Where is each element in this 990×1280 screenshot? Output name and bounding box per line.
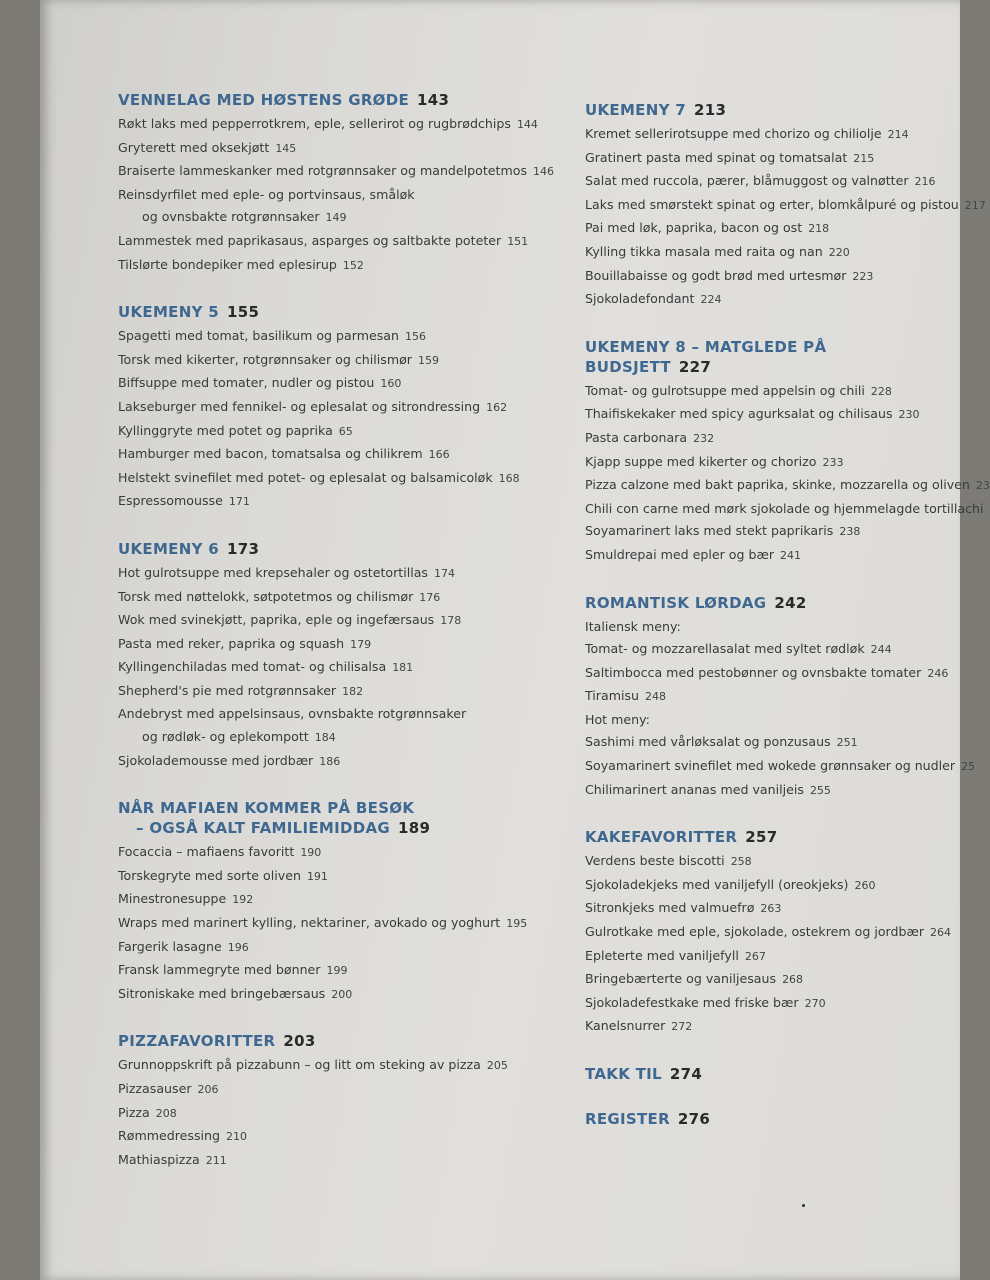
entry-title: Grunnoppskrift på pizzabunn – og litt om steking av pizza (118, 1057, 481, 1073)
toc-entry (118, 609, 558, 633)
toc-entry (585, 662, 955, 686)
entry-page-number: 151 (507, 234, 529, 248)
entry-page-number: 238 (839, 525, 861, 539)
section-page-number: 189 (398, 819, 431, 838)
entry-page-number: 215 (853, 151, 875, 165)
entry-title: Mathiaspizza (118, 1151, 200, 1167)
section-page-number: 213 (694, 101, 727, 119)
entry-page-number: 174 (434, 566, 455, 580)
entry-title: Braiserte lammeskanker med rotgrønnsaker og mandelpotetmos (118, 163, 528, 179)
entry-page-number: 232 (693, 431, 715, 445)
entry-title: Sjokoladefestkake med friske bær (585, 994, 799, 1010)
entry-page-number: 233 (822, 455, 844, 469)
entry-page-number: 195 (506, 917, 528, 931)
entry-title: Minestronesuppe (118, 891, 227, 907)
entry-list (585, 123, 986, 312)
toc-entry (585, 897, 955, 921)
entry-title: Hot gulrotsuppe med krepsehaler og ostetortillas (118, 564, 428, 580)
toc-section (118, 798, 558, 1006)
toc-entry (585, 498, 984, 521)
entry-page-number: 144 (516, 118, 538, 131)
toc-section (585, 100, 986, 312)
entry-title: Kremet sellerirotsuppe med chorizo og chiliolje (585, 126, 882, 141)
toc-entry (118, 912, 558, 936)
section-title: NÅR MAFIAEN KOMMER PÅ BESØK (118, 799, 415, 818)
toc-entry (118, 865, 558, 889)
toc-entry (585, 1015, 955, 1039)
entry-page-number: 228 (870, 384, 892, 398)
toc-entry (118, 137, 558, 161)
section-page-number: 242 (774, 593, 807, 612)
entry-page-number: 246 (927, 666, 949, 680)
entry-page-number: 260 (854, 878, 876, 892)
toc-entry (118, 586, 558, 610)
toc-entry (585, 731, 955, 755)
section-page-number: 155 (227, 303, 260, 322)
toc-section (118, 1031, 558, 1172)
entry-page-number: 182 (342, 684, 364, 698)
toc-entry (118, 1125, 558, 1149)
entry-title: Tilslørte bondepiker med eplesirup (118, 256, 337, 272)
toc-entry (118, 1102, 558, 1126)
section-heading (585, 1064, 955, 1084)
entry-title: Pai med løk, paprika, bacon og ost (585, 220, 803, 236)
entry-page-number: 168 (498, 471, 520, 485)
entry-list (585, 380, 990, 568)
toc-entry (118, 983, 558, 1007)
toc-entry (585, 123, 955, 147)
entry-title: Verdens beste biscotti (585, 853, 725, 869)
toc-entry (585, 520, 955, 544)
toc-section (118, 302, 558, 514)
entry-page-number: 272 (671, 1020, 693, 1034)
entry-title: Pasta carbonara (585, 429, 688, 445)
section-heading (118, 798, 558, 838)
toc-left-column (118, 90, 558, 1197)
entry-list (118, 113, 558, 277)
section-heading (118, 539, 558, 559)
toc-entry (118, 443, 558, 467)
entry-title: Hamburger med bacon, tomatsalsa og chilikrem (118, 446, 423, 462)
entry-title: Sitronkjeks med valmuefrø (585, 900, 755, 916)
entry-page-number: 218 (808, 222, 830, 236)
entry-page-number: 224 (700, 293, 722, 307)
entry-title: Torskegryte med sorte oliven (118, 867, 301, 883)
section-page-number: 227 (678, 357, 712, 376)
toc-entry (118, 562, 558, 586)
section-title: UKEMENY 5 (118, 303, 219, 322)
toc-entry (118, 349, 558, 373)
toc-entry (118, 113, 558, 137)
section-page-number: 274 (669, 1065, 703, 1083)
entry-page-number: 241 (780, 548, 802, 562)
entry-title: Spagetti med tomat, basilikum og parmesan (118, 328, 399, 344)
entry-page-number: 160 (380, 377, 402, 391)
entry-page-number: 217 (964, 198, 986, 212)
entry-title: Kyllinggryte med potet og paprika (118, 422, 333, 438)
entry-title-continued: og ovnsbakte rotgrønnsaker 149 (142, 209, 347, 225)
entry-page-number: 145 (275, 141, 297, 155)
entry-page-number: 220 (828, 245, 850, 259)
section-title: UKEMENY 8 – MATGLEDE PÅ BUDSJETT (585, 337, 827, 376)
entry-page-number: 206 (197, 1083, 219, 1096)
toc-entry (585, 288, 955, 312)
section-page-number: 203 (283, 1032, 316, 1051)
section-heading (118, 302, 558, 322)
entry-page-number: 184 (314, 731, 336, 745)
toc-entry (585, 194, 986, 218)
entry-page-number: 178 (440, 614, 462, 628)
entry-page-number: 205 (486, 1059, 508, 1073)
entry-title: Sjokoladekjeks med vaniljefyll (oreokjeks) (585, 876, 849, 892)
section-title: UKEMENY 7 (585, 101, 686, 119)
entry-page-number: 190 (300, 846, 322, 860)
entry-title: Wraps med marinert kylling, nektariner, avokado og yoghurt (118, 915, 501, 931)
section-title: UKEMENY 6 (118, 539, 219, 558)
entry-title: Pizza (118, 1104, 150, 1120)
section-title: ROMANTISK LØRDAG (585, 593, 767, 612)
book-page (40, 0, 990, 1280)
toc-section (118, 539, 558, 773)
entry-title: Chilimarinert ananas med vaniljeis (585, 781, 804, 797)
section-heading (118, 90, 558, 110)
entry-page-number: 171 (228, 495, 250, 509)
section-page-number: 173 (227, 539, 260, 558)
entry-title: Andebryst med appelsinsaus, ovnsbakte rotgrønnsaker (118, 706, 467, 722)
entry-page-number: 196 (227, 940, 249, 954)
toc-entry (118, 888, 558, 912)
toc-entry (585, 241, 955, 265)
entry-page-number: 186 (319, 754, 341, 768)
entry-title: Sjokolademousse med jordbær (118, 752, 314, 768)
section-heading (585, 1109, 955, 1129)
toc-entry (585, 217, 955, 241)
toc-entry (585, 474, 990, 498)
toc-section (585, 593, 976, 803)
entry-title: Tomat- og gulrotsuppe med appelsin og chili (585, 382, 865, 398)
entry-page-number: 268 (782, 973, 804, 987)
entry-page-number: 25 (961, 760, 976, 774)
entry-title: Tomat- og mozzarellasalat med syltet rødløk (585, 641, 865, 657)
toc-section (585, 337, 990, 568)
entry-title: Biffsuppe med tomater, nudler og pistou (118, 375, 375, 391)
entry-title: Torsk med nøttelokk, søtpotetmos og chilismør (118, 588, 414, 604)
entry-page-number: 166 (428, 448, 450, 462)
entry-page-number: 159 (418, 353, 439, 367)
section-heading (585, 827, 955, 847)
toc-entry (585, 638, 955, 662)
entry-title: Kyllingenchiladas med tomat- og chilisalsa (118, 659, 387, 675)
entry-page-number: 216 (914, 175, 936, 189)
toc-entry (118, 230, 558, 254)
entry-page-number: 244 (870, 643, 892, 657)
entry-title: Salat med ruccola, pærer, blåmuggost og valnøtter (585, 173, 909, 189)
entry-page-number: 156 (405, 330, 426, 344)
entry-page-number: 192 (232, 893, 254, 907)
entry-title: Smuldrepai med epler og bær (585, 546, 775, 562)
toc-entry (118, 841, 558, 865)
entry-list (118, 841, 558, 1006)
section-page-number: 257 (745, 828, 778, 847)
entry-title: Sashimi med vårløksalat og ponzusaus (585, 734, 831, 750)
entry-title: Laks med smørstekt spinat og erter, blomkålpuré og pistou (585, 196, 959, 212)
page-speck (802, 1204, 805, 1207)
entry-page-number: 146 (533, 165, 555, 179)
entry-page-number: 200 (331, 987, 353, 1001)
entry-title: Soyamarinert svinefilet med wokede grønnsaker og nudler (585, 758, 956, 774)
entry-title: Hot meny: (585, 711, 650, 727)
toc-entry (118, 372, 558, 396)
toc-entry (585, 968, 955, 992)
entry-title: Espressomousse (118, 493, 223, 509)
section-heading (585, 100, 955, 120)
entry-title: Sjokoladefondant (585, 291, 695, 307)
toc-entry (118, 467, 558, 491)
entry-page-number: 149 (325, 211, 347, 225)
toc-entry (118, 633, 558, 657)
entry-title: Gratinert pasta med spinat og tomatsalat (585, 149, 848, 165)
entry-page-number: 208 (155, 1106, 177, 1120)
entry-title: Helstekt svinefilet med potet- og eplesalat og balsamicoløk (118, 469, 493, 485)
entry-page-number: 214 (887, 128, 909, 141)
section-page-number: 276 (677, 1110, 711, 1128)
entry-title: Rømmedressing (118, 1128, 220, 1144)
section-title-continued: – OGSÅ KALT FAMILIEMIDDAG (136, 819, 391, 838)
entry-page-number: 263 (760, 902, 782, 916)
entry-title: Thaifiskekaker med spicy agurksalat og chilisaus (585, 406, 893, 422)
toc-right-column (585, 100, 990, 1154)
entry-title: Lakseburger med fennikel- og eplesalat og sitrondressing (118, 398, 481, 414)
entry-page-number: 255 (809, 783, 831, 797)
entry-title: Soyamarinert laks med stekt paprikaris (585, 523, 834, 539)
toc-section (585, 1109, 955, 1129)
entry-list (118, 562, 558, 773)
entry-title: Pasta med reker, paprika og squash (118, 635, 345, 651)
entry-page-number: 191 (306, 869, 328, 883)
entry-page-number: 179 (350, 637, 372, 651)
toc-entry (585, 874, 955, 898)
section-title: REGISTER (585, 1110, 670, 1128)
section-title: VENNELAG MED HØSTENS GRØDE (118, 91, 410, 109)
toc-entry (118, 160, 558, 184)
entry-title: Italiensk meny: (585, 618, 681, 634)
entry-title: Kjapp suppe med kikerter og chorizo (585, 453, 817, 469)
toc-entry (585, 709, 955, 732)
toc-entry (585, 147, 955, 171)
entry-title: Pizza calzone med bakt paprika, skinke, mozzarella og oliven (585, 477, 970, 493)
entry-title: Pizzasauser (118, 1081, 192, 1096)
entry-page-number: 251 (836, 736, 858, 750)
entry-title: Chili con carne med mørk sjokolade og hjemmelagde tortillachi (585, 500, 984, 516)
entry-list (118, 325, 558, 514)
toc-entry (585, 616, 955, 639)
entry-list (585, 850, 955, 1039)
toc-entry (585, 992, 955, 1016)
toc-entry (118, 1149, 558, 1173)
entry-page-number: 223 (852, 269, 874, 283)
toc-entry (585, 544, 955, 568)
section-title: PIZZAFAVORITTER (118, 1032, 276, 1051)
toc-section (118, 90, 558, 277)
entry-title: Sitroniskake med bringebærsaus (118, 985, 326, 1001)
entry-page-number: 23 (975, 479, 990, 493)
toc-entry (585, 427, 955, 451)
toc-entry (585, 265, 955, 289)
entry-title: Kylling tikka masala med raita og nan (585, 243, 823, 259)
section-title: KAKEFAVORITTER (585, 828, 738, 847)
toc-entry (585, 921, 955, 945)
entry-title: Focaccia – mafiaens favoritt (118, 844, 295, 860)
toc-entry (118, 420, 558, 444)
section-title: TAKK TIL (585, 1065, 662, 1083)
entry-page-number: 162 (486, 400, 508, 414)
toc-entry (118, 184, 558, 230)
toc-entry (118, 959, 558, 983)
toc-entry (118, 1054, 558, 1078)
entry-page-number: 181 (392, 661, 414, 675)
toc-entry (585, 685, 955, 709)
toc-entry (118, 325, 558, 349)
entry-list (118, 1054, 558, 1172)
entry-title-continued: og rødløk- og eplekompott 184 (142, 729, 336, 745)
toc-entry (118, 680, 558, 704)
toc-entry (585, 380, 955, 404)
toc-entry (118, 750, 558, 774)
toc-entry (585, 403, 955, 427)
entry-title: Wok med svinekjøtt, paprika, eple og ingefærsaus (118, 612, 435, 628)
entry-page-number: 176 (419, 590, 441, 604)
entry-title: Bringebærterte og vaniljesaus (585, 971, 777, 987)
toc-entry (585, 755, 976, 779)
entry-title: Reinsdyrfilet med eple- og portvinsaus, småløk (118, 186, 415, 202)
entry-page-number: 258 (730, 855, 752, 869)
entry-page-number: 65 (338, 424, 353, 438)
entry-page-number: 210 (225, 1130, 247, 1144)
toc-entry (118, 490, 558, 514)
toc-entry (118, 703, 558, 749)
entry-title: Fargerik lasagne (118, 938, 222, 954)
entry-title: Kanelsnurrer (585, 1018, 666, 1034)
entry-title: Torsk med kikerter, rotgrønnsaker og chilismør (118, 351, 412, 367)
toc-entry (585, 850, 955, 874)
toc-section (585, 827, 955, 1039)
entry-title: Røkt laks med pepperrotkrem, eple, sellerirot og rugbrødchips (118, 116, 511, 131)
entry-title: Fransk lammegryte med bønner (118, 962, 321, 978)
toc-entry (118, 254, 558, 278)
section-page-number: 143 (417, 91, 450, 109)
entry-page-number: 270 (804, 996, 826, 1010)
section-heading (585, 593, 955, 613)
toc-entry (118, 936, 558, 960)
entry-title: Gulrotkake med eple, sjokolade, ostekrem og jordbær (585, 924, 925, 940)
toc-entry (118, 656, 558, 680)
section-heading (585, 337, 955, 377)
toc-entry (585, 945, 955, 969)
entry-page-number: 230 (898, 408, 920, 422)
entry-page-number: 248 (645, 690, 667, 704)
toc-entry (585, 779, 955, 803)
entry-page-number: 267 (744, 949, 766, 963)
entry-title: Tiramisu (585, 688, 640, 704)
entry-title: Bouillabaisse og godt brød med urtesmør (585, 267, 847, 283)
section-heading (118, 1031, 558, 1051)
entry-title: Saltimbocca med pestobønner og ovnsbakte tomater (585, 664, 922, 680)
entry-title: Epleterte med vaniljefyll (585, 947, 739, 963)
toc-section (585, 1064, 955, 1084)
entry-title: Lammestek med paprikasaus, asparges og saltbakte poteter (118, 232, 502, 248)
toc-entry (118, 1078, 558, 1102)
toc-entry (585, 170, 955, 194)
entry-page-number: 264 (930, 926, 952, 940)
toc-entry (585, 451, 955, 475)
toc-entry (118, 396, 558, 420)
entry-page-number: 199 (326, 964, 348, 978)
entry-page-number: 211 (205, 1153, 227, 1167)
entry-page-number: 152 (342, 258, 364, 272)
entry-list (585, 616, 976, 803)
entry-title: Shepherd's pie med rotgrønnsaker (118, 682, 337, 698)
entry-title: Gryterett med oksekjøtt (118, 139, 270, 155)
